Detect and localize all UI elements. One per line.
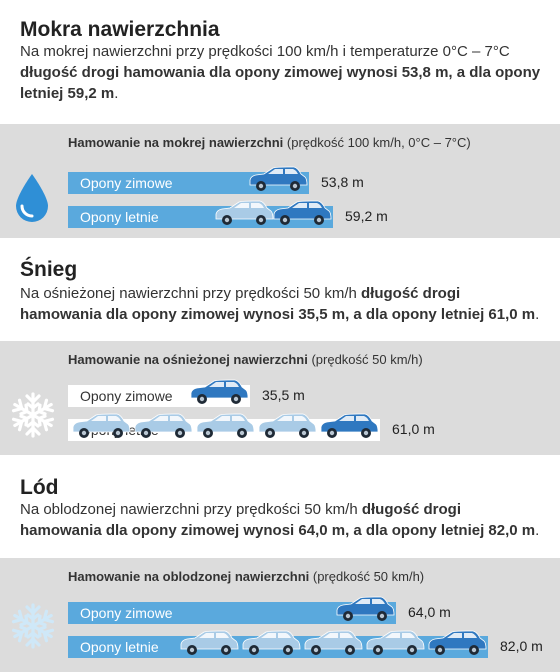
car-icon	[213, 200, 275, 231]
desc-bold-text: długość drogi hamowania dla opony zimowej wynosi 35,5 m, a dla opony letniej 61,0 m	[20, 285, 536, 323]
chart-title-wet: Hamowanie na mokrej nawierzchni (prędkość 100 km/h, 0°C – 7°C)	[68, 135, 471, 150]
bar-category-label: Opony zimowe	[80, 175, 173, 191]
desc-text: Na mokrej nawierzchni przy prędkości 100 km/h i temperaturze 0°C – 7°C	[20, 43, 510, 60]
chart-panel-wet	[0, 124, 560, 238]
section-title-snow: Śnieg	[20, 258, 78, 281]
desc-text: Na ośnieżonej nawierzchni przy prędkości 50 km/h	[20, 285, 361, 302]
bar-category-label: Opony zimowe	[80, 605, 173, 621]
desc-text: Na oblodzonej nawierzchni przy prędkości 50 km/h	[20, 501, 362, 518]
section-title-wet: Mokra nawierzchnia	[20, 18, 220, 41]
car-icon	[70, 413, 132, 444]
bar-value-label: 82,0 m	[500, 638, 543, 654]
car-icon	[188, 379, 250, 410]
bar-value-label: 64,0 m	[408, 604, 451, 620]
bar-category-label: Opony letnie	[80, 209, 159, 225]
desc-bold-text: długość drogi hamowania dla opony zimowej wynosi 53,8 m,	[20, 64, 453, 81]
bar-value-label: 61,0 m	[392, 421, 435, 437]
bar-value-label: 59,2 m	[345, 208, 388, 224]
chart-panel-snow	[0, 341, 560, 455]
desc-text: .	[535, 306, 540, 323]
water-drop-icon	[12, 172, 52, 224]
section-desc-ice	[20, 499, 545, 541]
bar-value-label: 35,5 m	[262, 387, 305, 403]
car-icon	[318, 413, 380, 444]
bar-category-label: Opony zimowe	[80, 388, 173, 404]
car-icon	[256, 413, 318, 444]
car-icon	[426, 630, 488, 661]
desc-text: .	[114, 85, 119, 102]
car-icon	[178, 630, 240, 661]
desc-bold-text: a dla opony letniej 59,2 m	[20, 64, 541, 102]
section-desc-wet	[20, 41, 545, 104]
snowflake-icon	[10, 391, 56, 439]
chart-title-ice: Hamowanie na oblodzonej nawierzchni (prędkość 50 km/h)	[68, 569, 425, 584]
bar-value-label: 53,8 m	[321, 174, 364, 190]
ice-crystal-icon	[10, 602, 56, 650]
chart-panel-ice	[0, 558, 560, 672]
car-icon	[334, 596, 396, 627]
desc-bold-text: długość drogi hamowania dla opony zimowej wynosi 64,0 m, a dla opony letniej 82,0 m	[20, 501, 536, 539]
car-icon	[364, 630, 426, 661]
section-desc-snow	[20, 283, 545, 325]
desc-text: .	[535, 522, 540, 539]
car-icon	[194, 413, 256, 444]
car-icon	[132, 413, 194, 444]
section-title-ice: Lód	[20, 476, 59, 499]
car-icon	[240, 630, 302, 661]
bar-category-label: Opony letnie	[80, 639, 159, 655]
car-icon	[271, 200, 333, 231]
car-icon	[247, 166, 309, 197]
car-icon	[302, 630, 364, 661]
chart-title-snow: Hamowanie na ośnieżonej nawierzchni (prędkość 50 km/h)	[68, 352, 423, 367]
